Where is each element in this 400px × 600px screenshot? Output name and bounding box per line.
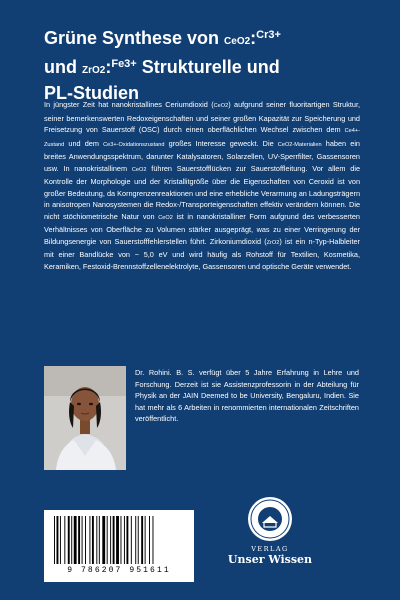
- barcode-bar: [138, 516, 139, 564]
- barcode-bar: [78, 516, 80, 564]
- barcode-bar: [153, 516, 154, 564]
- barcode-bar: [102, 516, 105, 564]
- barcode-bar: [107, 516, 108, 564]
- barcode-icon: [44, 510, 194, 566]
- barcode-bar: [57, 516, 59, 564]
- title-dopant: Fe3+: [111, 58, 137, 70]
- barcode-bar: [68, 516, 70, 564]
- isbn-barcode: [44, 510, 194, 582]
- barcode-bar: [54, 516, 55, 564]
- barcode-bar: [126, 516, 128, 564]
- barcode-bar: [89, 516, 90, 564]
- title-formula: CeO2: [224, 36, 251, 47]
- barcode-bar: [149, 516, 150, 564]
- barcode-bar: [113, 516, 115, 564]
- author-bio: Dr. Rohini. B. S. verfügt über 5 Jahre Erfahrung in Lehre und Forschung. Derzeit ist sie Assistenzprofessorin in der Abteilung für Physik an der JAIN Deemed to be University, Bengaluru, Indien. Sie hat mehr als 6 Arbeiten in renommierten internationalen Zeitschriften veröffentlicht.: [135, 368, 359, 424]
- author-photo: [44, 366, 126, 470]
- title-formula: ZrO2: [82, 65, 106, 76]
- title-text: und: [44, 57, 82, 77]
- barcode-bar: [131, 516, 132, 564]
- barcode-bar: [82, 516, 83, 564]
- barcode-bar: [116, 516, 119, 564]
- publisher-name: Unser Wissen: [227, 553, 313, 566]
- barcode-bar: [71, 516, 72, 564]
- barcode-bar: [96, 516, 97, 564]
- barcode-bar: [135, 516, 136, 564]
- barcode-bar: [74, 516, 77, 564]
- title-text: Strukturelle und: [136, 57, 280, 77]
- publisher-logo: [247, 496, 293, 542]
- title-text: Grüne Synthese von: [44, 28, 225, 48]
- title-dopant: Cr3+: [256, 29, 281, 41]
- barcode-bar: [85, 516, 86, 564]
- book-title: Grüne Synthese von CeO2:$^{Cr3+}$ und ZrO2:$^{Fe3+}$ Strukturelle und PL-Studien: [44, 28, 281, 103]
- publisher-seal-icon: [247, 496, 293, 542]
- barcode-bar: [141, 516, 143, 564]
- barcode-bar: [121, 516, 122, 564]
- barcode-bar: [64, 516, 65, 564]
- author-portrait-icon: [44, 366, 126, 470]
- publisher-verlag-label: VERLAG: [251, 545, 289, 553]
- barcode-bar: [92, 516, 94, 564]
- barcode-bar: [60, 516, 61, 564]
- abstract-text: In jüngster Zeit hat nanokristallines Ceriumdioxid (CeO2) aufgrund seiner fluoritartigen Struktur, seiner bemerkenswerten Redoxeigenschaften und seiner großen Kapazität zur Speicherung und Freisetzung von Sauerstoff (OSC) durch einen oberflächlichen Wechsel zwischen dem Ce4+-Zustand und dem Ce3+-Oxidationszustand großes Interesse geweckt. Die CeO2-Materialien haben ein breites Anwendungsspektrum, darunter Katalysatoren, Solarzellen, UV-Sperrfilter, Gassensoren usw. In nanokristallinem CeO2 führen Sauerstofflücken zur Sauerstoffleitung. Vor allem die Kontrolle der Morphologie und der Kristallitgröße über die Eigenschaften von Ceroxid ist von großer Bedeutung, da Korngrenzenreaktionen und eine erhebliche Verarmung an Ladungsträgern in anisotropen Nanosystemen die Redox-/Transporteigenschaften effektiv verändern können. Die nicht stöchiometrische Natur von CeO2 ist in nanokristalliner Form aufgrund des verbesserten Verhältnisses von Oberfläche zu Volumen stärker ausgeprägt, was zu einer Verringerung der Bildungsenergie von Sauerstofffehlerstellen führt. Zirkoniumdioxid (ZrO2) ist ein n-Typ-Halbleiter mit einer Bandlücke von ~ 5,0 eV und wird häufig als Rohstoff für Textilien, Kosmetika, Keramiken, Festoxid-Brennstoffzellenelektrolyte, Gassensoren und optische Geräte verwendet.: [44, 100, 360, 271]
- title-text: PL-Studien: [44, 83, 139, 103]
- barcode-bar: [110, 516, 111, 564]
- barcode-bar: [145, 516, 146, 564]
- barcode-bar: [124, 516, 125, 564]
- barcode-bar: [99, 516, 100, 564]
- isbn-number: 9 786207 951611: [67, 566, 171, 575]
